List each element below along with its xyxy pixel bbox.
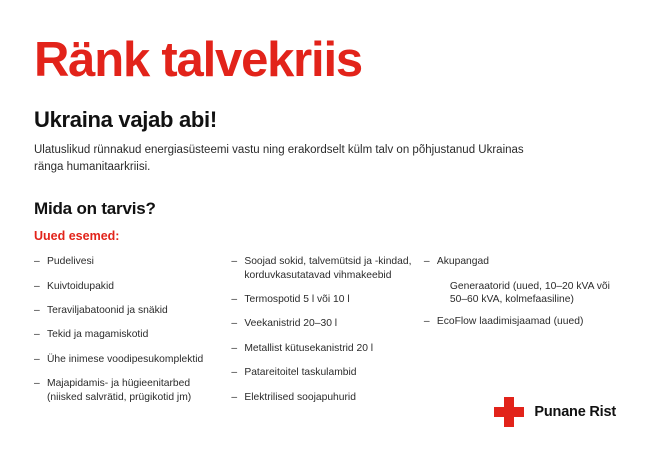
- list-item: – Teraviljabatoonid ja snäkid: [34, 304, 221, 317]
- section-title: Mida on tarvis?: [34, 199, 156, 219]
- list-item: – Patareitoitel taskulambid: [231, 366, 414, 379]
- list-item: – Akupangad: [424, 255, 616, 268]
- list-item: – Ühe inimese voodipesukomplektid: [34, 353, 221, 366]
- list-item: – Termospotid 5 l või 10 l: [231, 293, 414, 306]
- list-item: – Metallist kütusekanistrid 20 l: [231, 342, 414, 355]
- page-title: Ränk talvekriis: [34, 33, 362, 87]
- organisation-logo: [494, 397, 616, 427]
- list-item: – Tekid ja magamiskotid: [34, 328, 221, 341]
- needs-column-1: [34, 255, 231, 415]
- list-item: – EcoFlow laadimisjaamad (uued): [424, 315, 616, 328]
- list-item: – Veekanistrid 20–30 l: [231, 317, 414, 330]
- list-item: – Soojad sokid, talvemütsid ja -kindad, korduvkasutatavad vihmakeebid: [231, 255, 414, 282]
- red-cross-icon: [494, 397, 524, 427]
- needs-list-3: [424, 255, 616, 329]
- needs-column-2: [231, 255, 424, 415]
- needs-column-3: [424, 255, 616, 415]
- section-subtitle: Uued esemed:: [34, 229, 120, 244]
- list-item: – Pudelivesi: [34, 255, 221, 268]
- subheading: Ukraina vajab abi!: [34, 107, 217, 132]
- needs-columns: [34, 255, 616, 415]
- list-item: – Elektrilised soojapuhurid: [231, 391, 414, 404]
- needs-list-1: [34, 255, 221, 404]
- intro-paragraph: Ulatuslikud rünnakud energiasüsteemi vastu ning erakordselt külm talv on põhjustanud Ukrainas ränga humanitaarkriisi.: [34, 144, 524, 173]
- needs-list-2: [231, 255, 414, 404]
- list-item: – Majapidamis- ja hügieenitarbed (niisked salvrätid, prügikotid jm): [34, 377, 221, 404]
- list-item: Generaatorid (uued, 10–20 kVA või 50–60 kVA, kolmefaasiline): [449, 280, 610, 306]
- list-item: – Kuivtoidupakid: [34, 280, 221, 293]
- logo-text: Punane Rist: [534, 404, 616, 420]
